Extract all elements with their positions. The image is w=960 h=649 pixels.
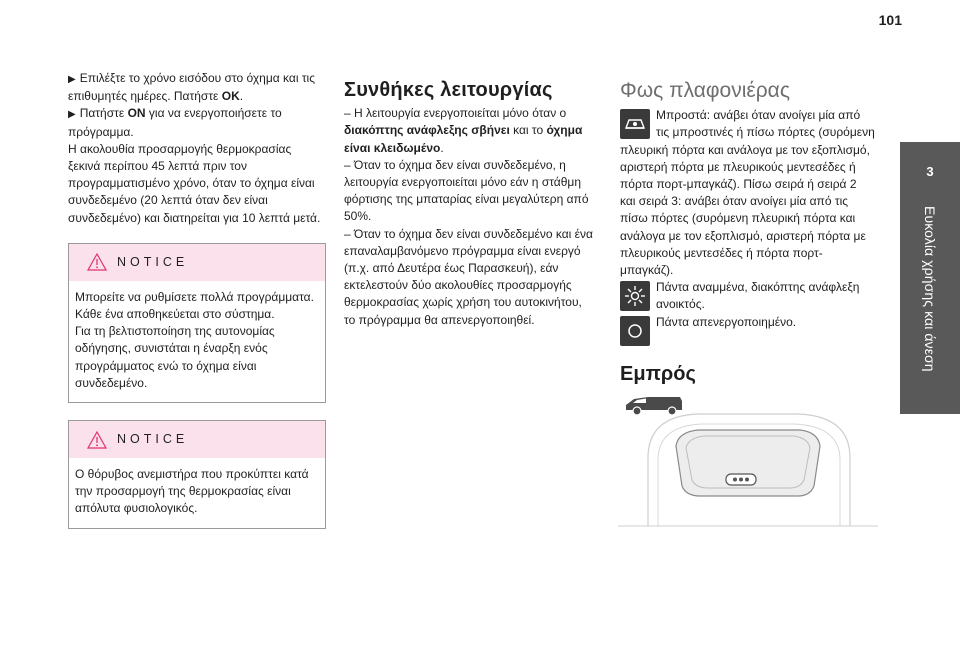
notice-title: NOTICE bbox=[117, 431, 189, 446]
chapter-title: Ευκολία χρήσης και άνεση bbox=[922, 206, 938, 372]
triangle-bullet-icon: ▶ bbox=[68, 109, 76, 121]
notice-box-programs bbox=[68, 243, 326, 403]
bullet-select-time: ▶ Επιλέξτε το χρόνο εισόδου στο όχημα και τις επιθυμητές ημέρες. Πατήστε OK. bbox=[68, 71, 316, 104]
on-mode-row bbox=[620, 279, 875, 313]
notice-header bbox=[69, 244, 325, 281]
condition-item-ignition: – Η λειτουργία ενεργοποιείται μόνο όταν ο διακόπτης ανάφλεξης σβήνει και το όχημα είναι κλειδωμένο. bbox=[344, 106, 583, 155]
column-left bbox=[68, 70, 326, 529]
courtesy-lamp-illustration bbox=[618, 408, 878, 543]
notice-body: Ο θόρυβος ανεμιστήρα που προκύπτει κατά την προσαρμογή της θερμοκρασίας είναι απόλυτα φυσιολογικός. bbox=[75, 467, 309, 516]
warning-triangle-icon bbox=[87, 431, 107, 449]
warning-triangle-icon bbox=[87, 253, 107, 271]
off-mode-text: Πάντα απενεργοποιημένο. bbox=[656, 314, 797, 329]
notice-title: NOTICE bbox=[117, 254, 189, 269]
door-mode-row bbox=[620, 107, 875, 279]
on-mode-text: Πάντα αναμμένα, διακόπτης ανάφλεξη ανοικτός. bbox=[656, 280, 860, 312]
sequence-paragraph: Η ακολουθία προσαρμογής θερμοκρασίας ξεκινά περίπου 45 λεπτά πριν τον προγραμματισμένο χρόνο, όταν το όχημα είναι συνδεδεμένο (20 λεπτά όταν δεν είναι συνδεδεμένο) και διατηρείται για 10 λεπτά μετά. bbox=[68, 141, 321, 225]
notice-header bbox=[69, 421, 325, 458]
lamp-off-icon bbox=[620, 316, 650, 346]
triangle-bullet-icon: ▶ bbox=[68, 74, 76, 85]
bullet-press-on: ▶ Πατήστε ON για να ενεργοποιήσετε το πρόγραμμα. bbox=[68, 106, 282, 139]
courtesy-light-heading: Φως πλαφονιέρας bbox=[620, 79, 790, 102]
door-lamp-icon bbox=[620, 109, 650, 139]
lamp-on-icon bbox=[620, 281, 650, 311]
column-right bbox=[620, 79, 875, 422]
chapter-number: 3 bbox=[926, 164, 934, 179]
condition-item-battery: – Όταν το όχημα δεν είναι συνδεδεμένο, η λειτουργία ενεργοποιείται μόνο εάν η στάθμη φόρτισης της μπαταρίας είναι μεγαλύτερη από 50%. bbox=[344, 157, 589, 224]
off-mode-row bbox=[620, 314, 875, 348]
column-middle bbox=[344, 79, 594, 329]
door-mode-text: Μπροστά: ανάβει όταν ανοίγει μία από τις μπροστινές ή πίσω πόρτες (συρόμενη πλευρική πόρτα και ανάλογα με τον εξοπλισμό, αριστερή πόρτα με πλευρικούς μεντεσέδες ή πόρτα πορτ-μπαγκάζ). Πίσω σειρά ή σειρά 2 και σειρά 3: ανάβει όταν ανοίγει μία από τις πίσω πόρτες (συρόμενη πλευρική πόρτα και ανάλογα με τον εξοπλισμό, αριστερή πόρτα με πλευρικούς μεντεσέδες ή πόρτα πορτ-μπαγκάζ). bbox=[620, 108, 875, 278]
page-number: 101 bbox=[878, 12, 902, 28]
conditions-heading: Συνθήκες λειτουργίας bbox=[344, 79, 553, 101]
condition-item-program: – Όταν το όχημα δεν είναι συνδεδεμένο και ένα επαναλαμβανόμενο πρόγραμμα είναι ενεργό (π.χ. από Δευτέρα έως Παρασκευή), εάν εκτελεστούν δύο ακολουθίες προσαρμογής θερμοκρασίας χωρίς χρήση του αυτοκινήτου, το πρόγραμμα θα απενεργοποιηθεί. bbox=[344, 226, 593, 327]
notice-body: Μπορείτε να ρυθμίσετε πολλά προγράμματα. Κάθε ένα αποθηκεύεται στο σύστημα. Για τη βελτιστοποίηση της αυτονομίας οδήγησης, συνιστάται η έναρξη ενός προγράμματος ενώ το όχημα είναι συνδεδεμένο. bbox=[75, 289, 314, 390]
chapter-tab bbox=[900, 142, 960, 414]
front-heading: Εμπρός bbox=[620, 362, 696, 385]
notice-box-fan bbox=[68, 420, 326, 529]
